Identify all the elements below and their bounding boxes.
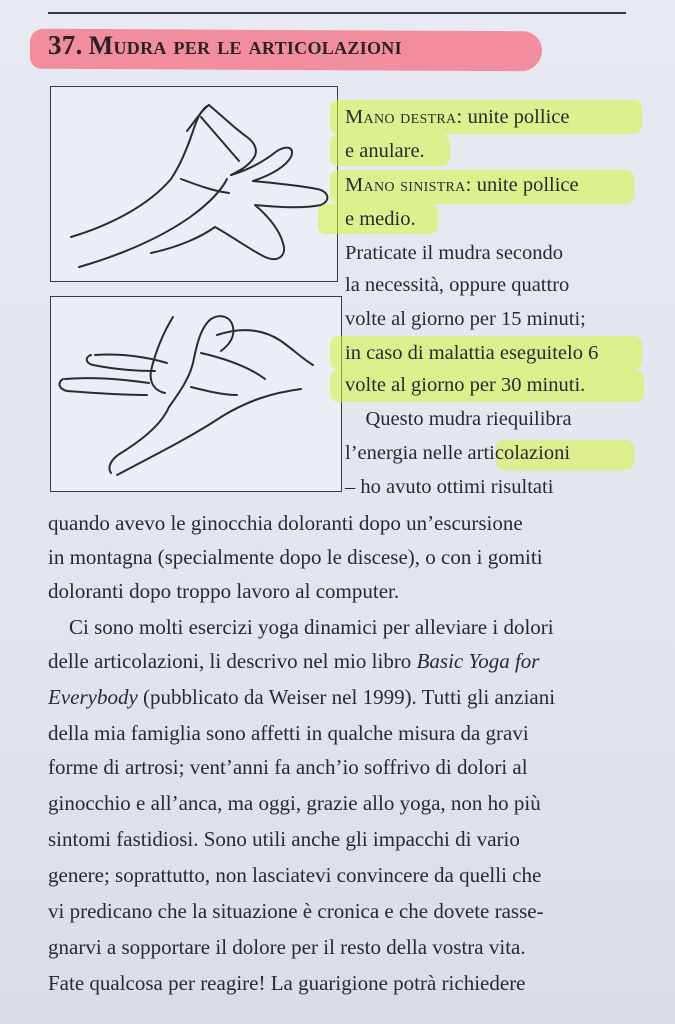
book-title: Everybody bbox=[48, 685, 138, 709]
body-line: vi predicano che la situazione è cronica e che dovete rasse- bbox=[48, 899, 544, 923]
section-heading-text: Mudra per le articolazioni bbox=[88, 31, 402, 60]
body-line bbox=[48, 680, 555, 714]
body-line: della mia famiglia sono affetti in qualche misura da gravi bbox=[48, 721, 529, 745]
section-title bbox=[48, 30, 402, 61]
label-right-hand: Mano destra: bbox=[345, 106, 463, 128]
column-text: e anulare. bbox=[345, 140, 425, 162]
column-line bbox=[345, 436, 570, 470]
body-line: ginocchio e all’anca, ma oggi, grazie allo yoga, non ho più bbox=[48, 791, 541, 815]
body-line: doloranti dopo troppo lavoro al computer. bbox=[48, 579, 400, 603]
column-text: volte al giorno per 30 minuti. bbox=[345, 374, 586, 396]
body-line: gnarvi a sopportare il dolore per il resto della vostra vita. bbox=[48, 935, 526, 959]
column-text: la necessità, oppure quattro bbox=[345, 274, 570, 296]
column-line bbox=[345, 402, 572, 436]
body-text: delle articolazioni, li descrivo nel mio libro bbox=[48, 649, 412, 673]
column-text: unite pollice bbox=[471, 174, 579, 196]
body-text: (pubblicato da Weiser nel 1999). Tutti gli anziani bbox=[143, 685, 556, 709]
column-line bbox=[345, 134, 425, 168]
column-text: in caso di malattia eseguitelo 6 bbox=[345, 342, 599, 364]
column-text: – ho avuto ottimi risultati bbox=[345, 476, 554, 498]
column-text: volte al giorno per 15 minuti; bbox=[345, 308, 586, 330]
column-line bbox=[345, 202, 416, 236]
body-line: genere; soprattutto, non lasciatevi convincere da quelli che bbox=[48, 863, 542, 887]
body-line bbox=[48, 644, 539, 678]
column-text: unite pollice bbox=[462, 106, 570, 128]
column-line bbox=[345, 368, 585, 402]
column-line bbox=[345, 336, 598, 370]
hand-mudra-thumb-ring-icon bbox=[51, 87, 337, 281]
body-line: forme di artrosi; vent’anni fa anch’io soffrivo di dolori al bbox=[48, 755, 528, 779]
column-line bbox=[345, 236, 563, 270]
body-line: Fate qualcosa per reagire! La guarigione potrà richiedere bbox=[48, 971, 526, 995]
label-left-hand: Mano sinistra: bbox=[345, 174, 472, 196]
column-line bbox=[345, 470, 553, 504]
body-line: in montagna (specialmente dopo le discese), o con i gomiti bbox=[48, 545, 543, 569]
column-line bbox=[345, 100, 569, 134]
figure-right-hand bbox=[50, 86, 338, 282]
column-line bbox=[345, 168, 579, 202]
body-line: Ci sono molti esercizi yoga dinamici per alleviare i dolori bbox=[48, 615, 554, 639]
figure-left-hand bbox=[50, 296, 342, 492]
column-line bbox=[345, 302, 586, 336]
column-text: l’energia nelle articolazioni bbox=[345, 442, 571, 464]
column-text: Questo mudra riequilibra bbox=[345, 408, 572, 430]
column-text: e medio. bbox=[345, 208, 416, 230]
body-line: quando avevo le ginocchia doloranti dopo un’escursione bbox=[48, 511, 523, 535]
column-line bbox=[345, 268, 569, 302]
top-rule bbox=[48, 12, 626, 14]
hand-mudra-thumb-middle-icon bbox=[51, 297, 341, 491]
column-text: Praticate il mudra secondo bbox=[345, 242, 564, 264]
book-title: Basic Yoga for bbox=[416, 649, 540, 673]
body-line: sintomi fastidiosi. Sono utili anche gli impacchi di vario bbox=[48, 827, 520, 851]
section-number: 37. bbox=[48, 30, 83, 60]
